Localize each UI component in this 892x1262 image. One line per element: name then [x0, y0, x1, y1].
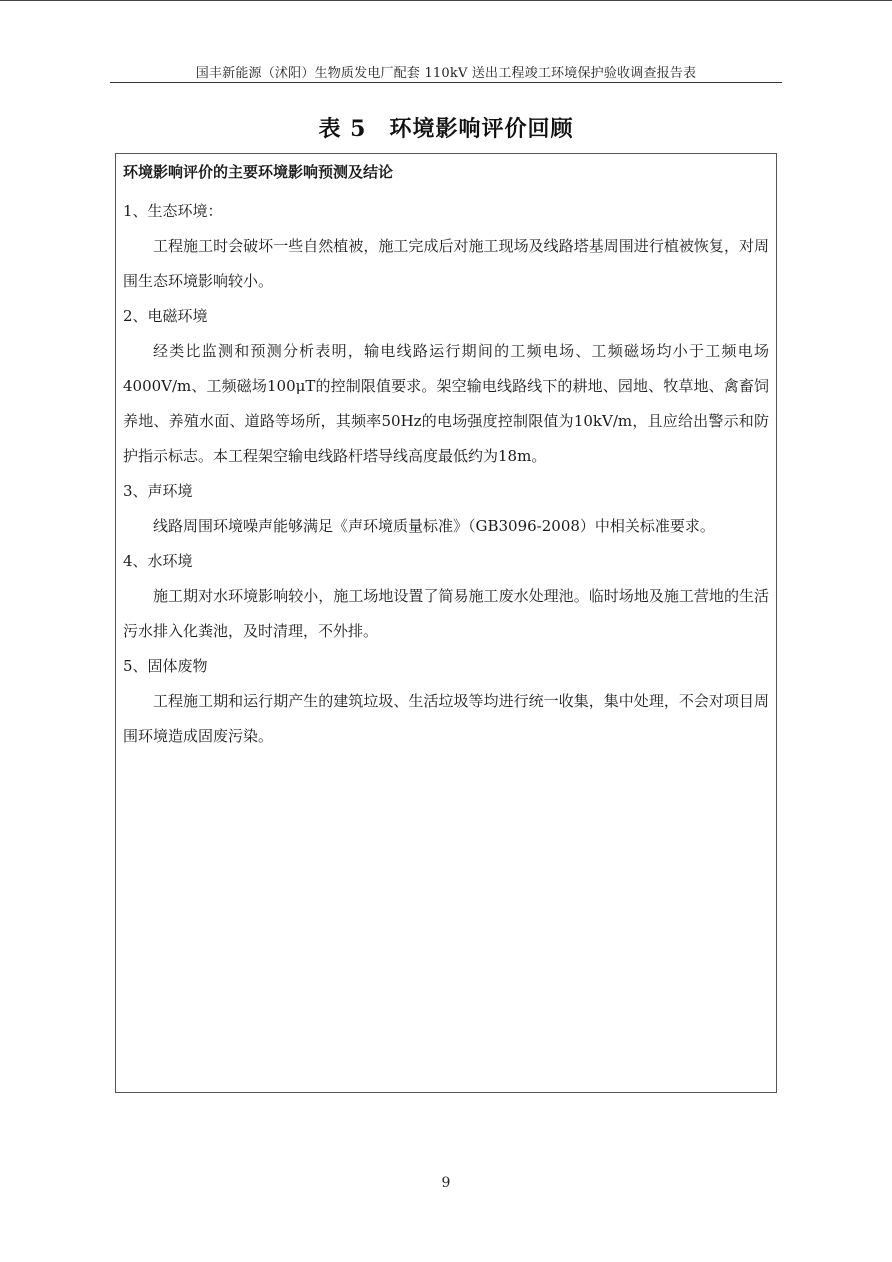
section-title: 5、固体废物	[123, 657, 208, 675]
section-electromagnetic	[123, 299, 769, 474]
section-title: 2、电磁环境	[123, 307, 208, 325]
section-title: 1、生态环境：	[123, 202, 223, 220]
section-acoustic	[123, 474, 769, 544]
section-paragraph: 经类比监测和预测分析表明，输电线路运行期间的工频电场、工频磁场均小于工频电场4000V/m、工频磁场100μT的控制限值要求。架空输电线路线下的耕地、园地、牧草地、禽畜饲养地、养殖水面、道路等场所，其频率50Hz的电场强度控制限值为10kV/m，且应给出警示和防护指示标志。本工程架空输电线路杆塔导线高度最低约为18m。	[123, 342, 769, 465]
section-paragraph: 施工期对水环境影响较小，施工场地设置了简易施工废水处理池。临时场地及施工营地的生活污水排入化粪池，及时清理，不外排。	[123, 587, 769, 640]
section-paragraph: 线路周围环境噪声能够满足《声环境质量标准》（GB3096-2008）中相关标准要求。	[153, 517, 715, 535]
page-number: 9	[441, 1175, 451, 1191]
section-paragraph: 工程施工期和运行期产生的建筑垃圾、生活垃圾等均进行统一收集，集中处理，不会对项目周围环境造成固废污染。	[123, 692, 769, 745]
section-title: 3、声环境	[123, 482, 193, 500]
page-top-edge	[0, 0, 892, 1]
section-water	[123, 544, 769, 649]
box-heading: 环境影响评价的主要环境影响预测及结论	[123, 163, 394, 181]
review-box	[115, 153, 777, 1093]
header-rule	[110, 82, 782, 83]
table-title: 表 5 环境影响评价回顾	[318, 116, 574, 142]
section-paragraph: 工程施工时会破坏一些自然植被，施工完成后对施工现场及线路塔基周围进行植被恢复，对周围生态环境影响较小。	[123, 237, 769, 290]
section-solid-waste	[123, 649, 769, 754]
section-title: 4、水环境	[123, 552, 193, 570]
section-ecology	[123, 194, 769, 299]
running-header: 国丰新能源（沭阳）生物质发电厂配套 110kV 送出工程竣工环境保护验收调查报告表	[195, 66, 697, 81]
